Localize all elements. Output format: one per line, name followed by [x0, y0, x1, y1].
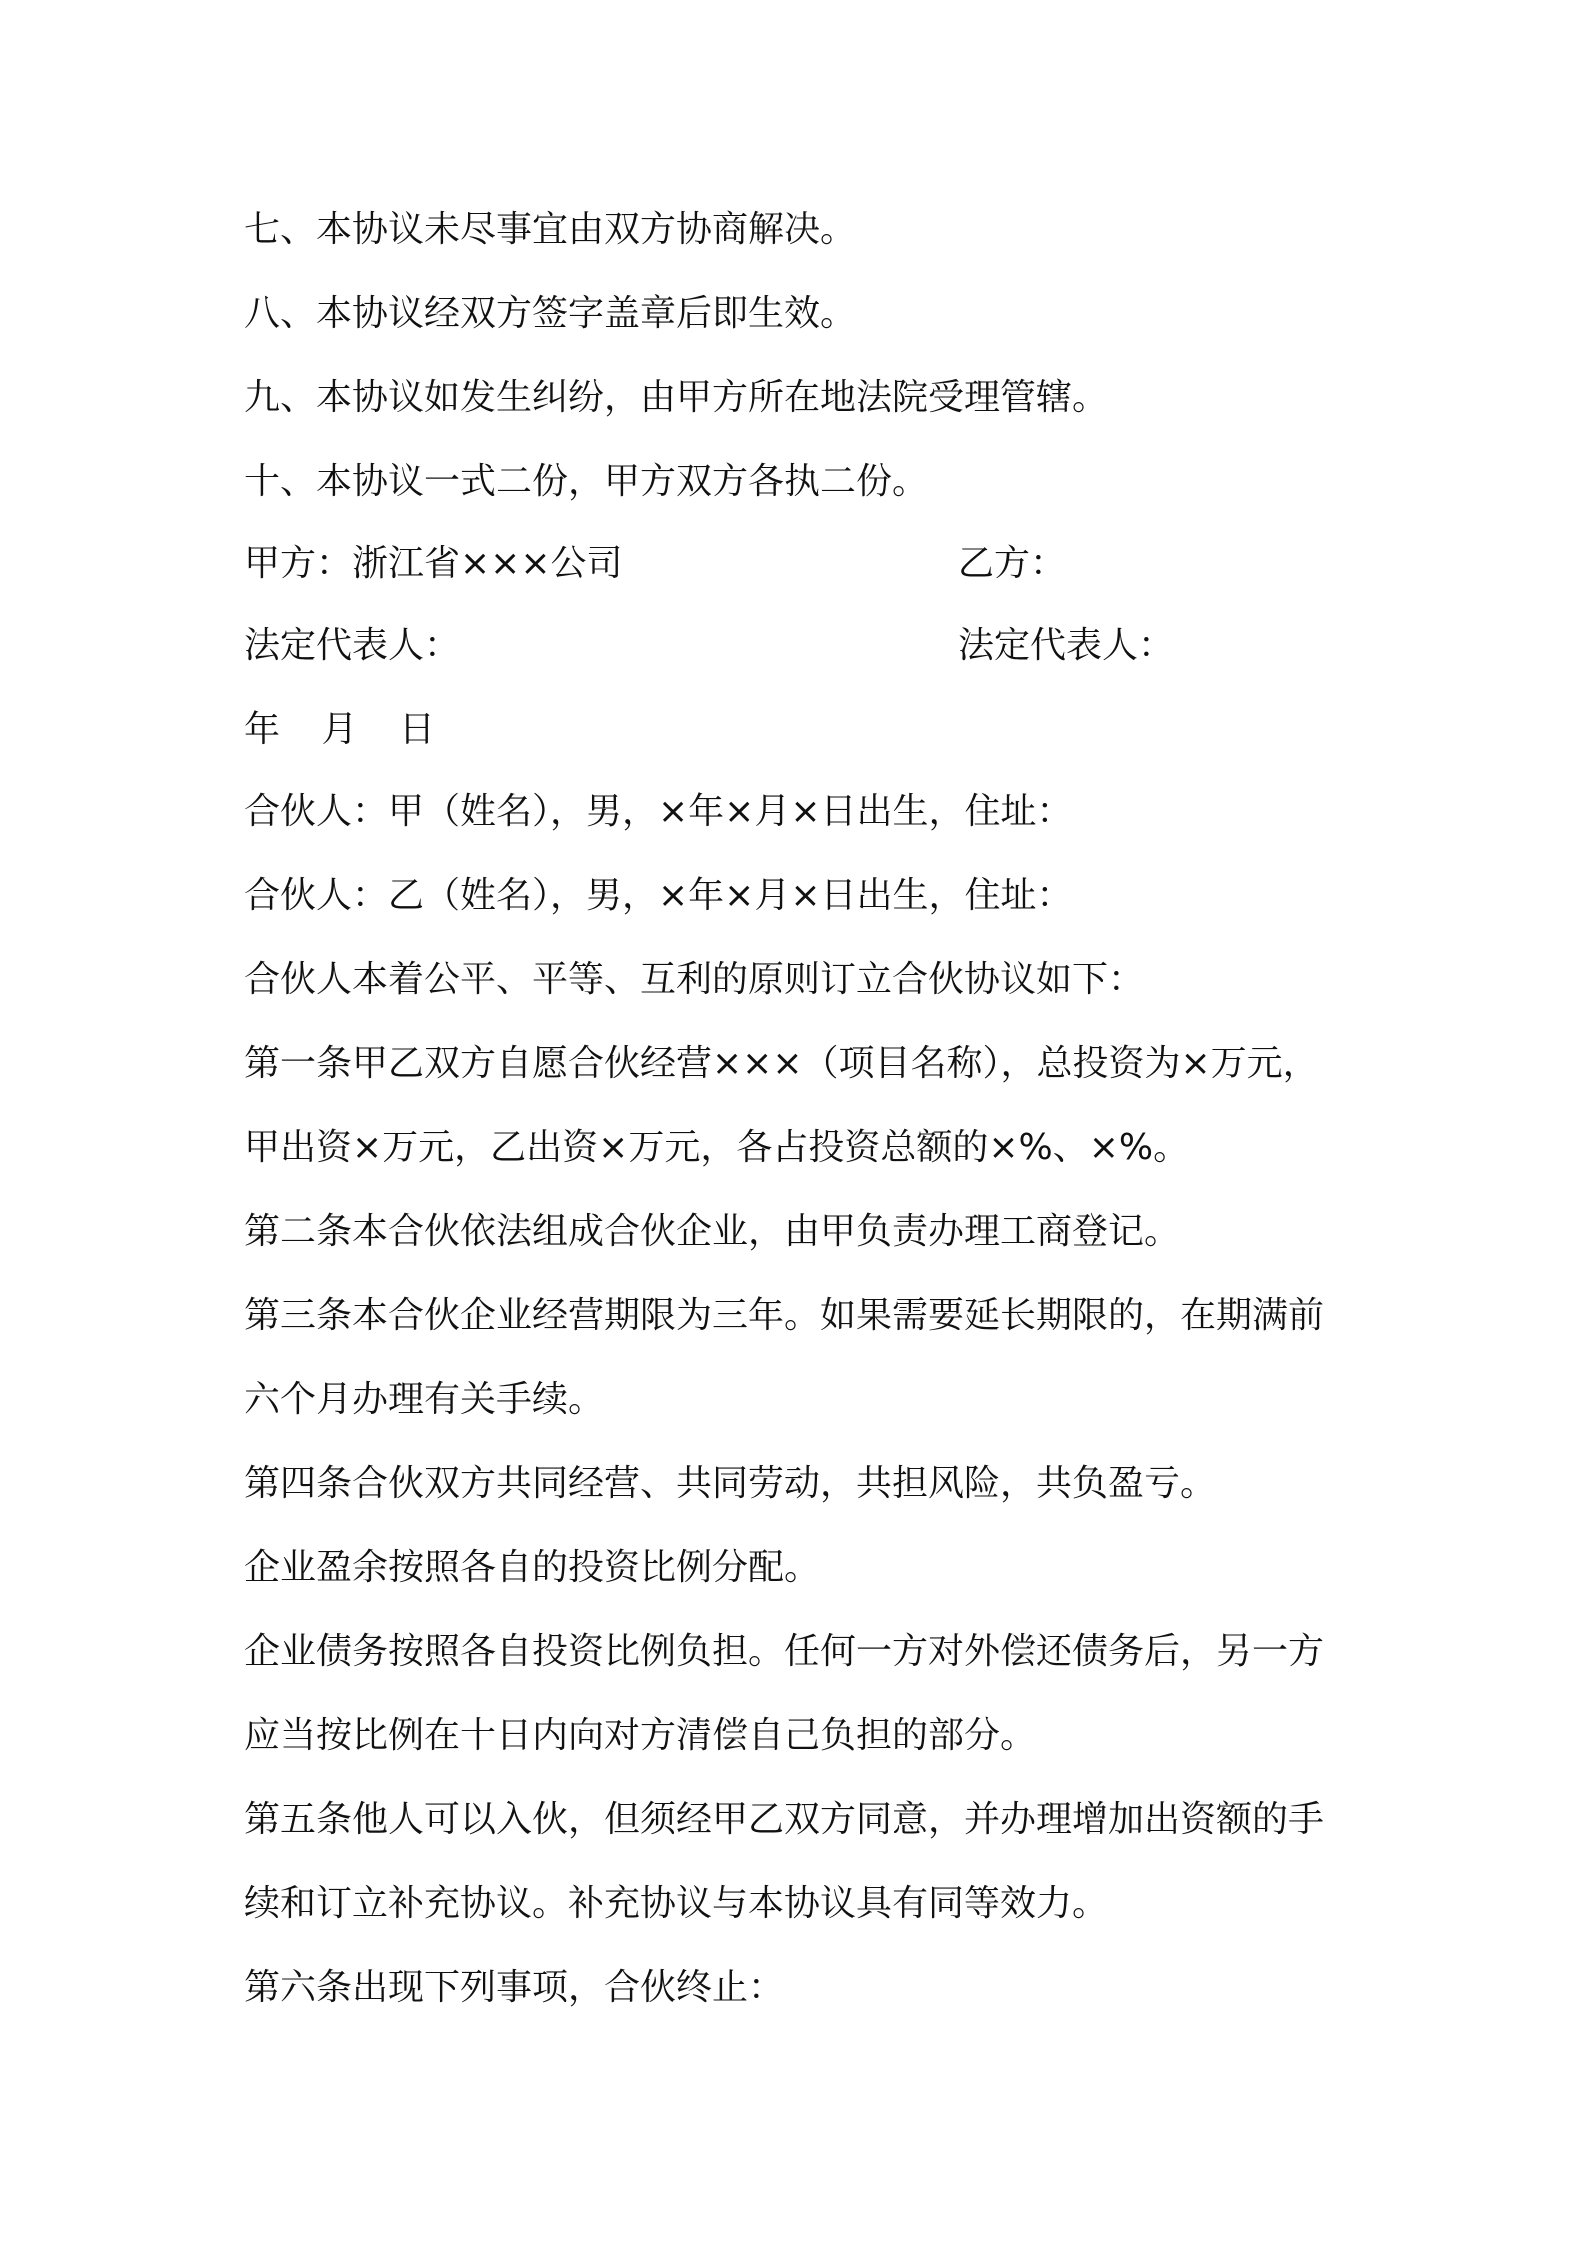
clause-7: 七、本协议未尽事宜由双方协商解决。 [244, 209, 857, 250]
signing-date [244, 706, 465, 754]
partner-a-info: 合伙人：甲（姓名），男，×年×月×日出生，住址： [244, 791, 1073, 832]
clause-10: 十、本协议一式二份，甲方双方各执二份。 [244, 461, 929, 502]
article-2: 第二条本合伙依法组成合伙企业，由甲负责办理工商登记。 [244, 1211, 1181, 1252]
agreement-intro: 合伙人本着公平、平等、互利的原则订立合伙协议如下： [244, 959, 1145, 1000]
article-5-line-1: 第五条他人可以入伙，但须经甲乙双方同意，并办理增加出资额的手 [244, 1799, 1325, 1840]
debt-burden-line-2: 应当按比例在十日内向对方清偿自己负担的部分。 [244, 1715, 1037, 1756]
clause-9: 九、本协议如发生纠纷，由甲方所在地法院受理管辖。 [244, 377, 1109, 418]
date-month: 月 [321, 709, 358, 750]
clause-8: 八、本协议经双方签字盖章后即生效。 [244, 293, 857, 334]
article-5-line-2: 续和订立补充协议。补充协议与本协议具有同等效力。 [244, 1883, 1109, 1924]
date-day: 日 [398, 709, 435, 750]
article-1-line-1: 第一条甲乙双方自愿合伙经营×××（项目名称），总投资为×万元， [244, 1043, 1319, 1084]
article-3-line-1: 第三条本合伙企业经营期限为三年。如果需要延长期限的，在期满前 [244, 1295, 1325, 1336]
party-b-label: 乙方： [958, 543, 1067, 584]
article-1-line-2: 甲出资×万元，乙出资×万元，各占投资总额的×%、×%。 [244, 1127, 1190, 1168]
party-a-label: 甲方：浙江省×××公司 [244, 543, 623, 584]
partner-b-info: 合伙人：乙（姓名），男，×年×月×日出生，住址： [244, 875, 1073, 916]
article-3-line-2: 六个月办理有关手续。 [244, 1379, 605, 1420]
date-year: 年 [244, 709, 281, 750]
profit-distribution: 企业盈余按照各自的投资比例分配。 [244, 1547, 821, 1588]
debt-burden-line-1: 企业债务按照各自投资比例负担。任何一方对外偿还债务后，另一方 [244, 1631, 1325, 1672]
article-4: 第四条合伙双方共同经营、共同劳动，共担风险，共负盈亏。 [244, 1463, 1217, 1504]
party-b-representative: 法定代表人： [958, 625, 1175, 666]
party-a-representative: 法定代表人： [244, 625, 461, 666]
article-6: 第六条出现下列事项，合伙终止： [244, 1967, 785, 2008]
